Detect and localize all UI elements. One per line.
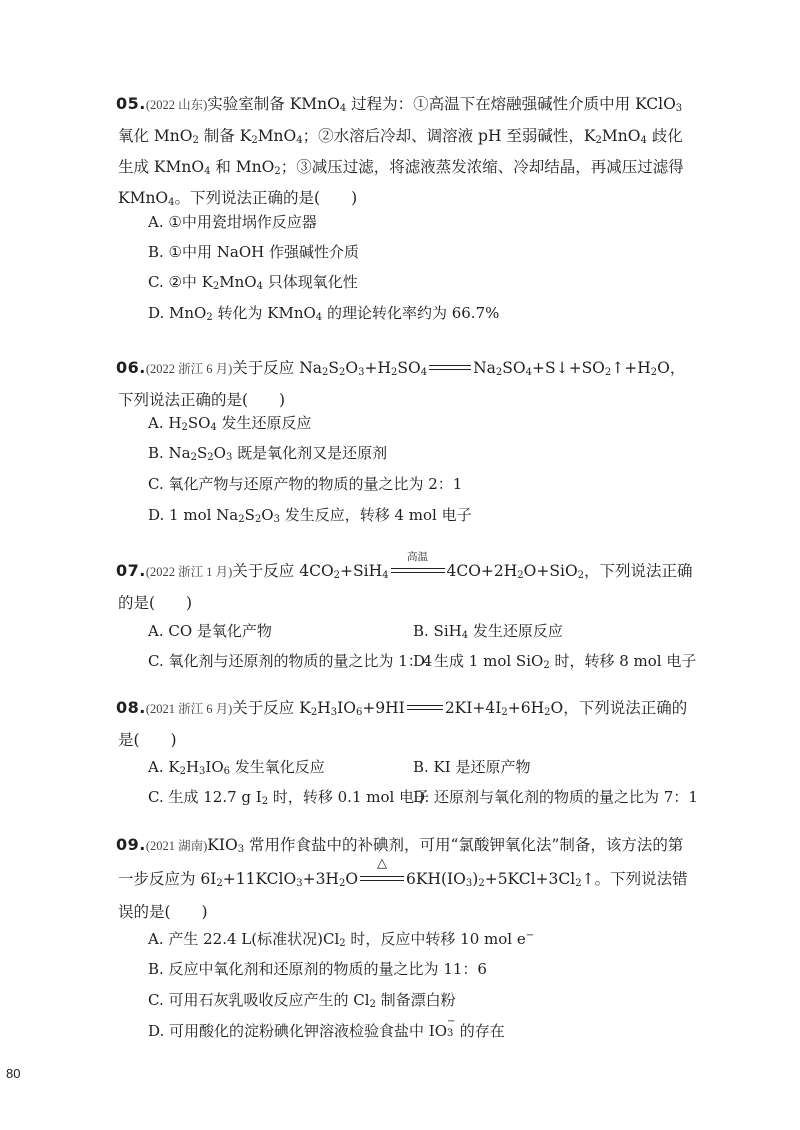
question-08-stem: 08.(2021 浙江 6 月)关于反应 $K_2H_3IO_6+9HI$ $2KI+4I_2+6H_2O$，下列说法正确的是( ) — [116, 698, 688, 749]
question-number: 06. — [116, 358, 146, 377]
option-d[interactable]: D. MnO$_2$ 转化为 KMnO$_4$ 的理论转化率约为 66.7% — [148, 304, 500, 323]
equals-sign — [405, 696, 445, 722]
question-08 — [118, 692, 693, 756]
question-source: (2022 山东) — [145, 98, 208, 112]
option-c[interactable]: C. 氧化剂与还原剂的物质的量之比为 1：4 — [148, 652, 433, 670]
question-06 — [118, 352, 693, 416]
option-c[interactable]: C. 氧化产物与还原产物的物质的量之比为 2：1 — [148, 475, 463, 493]
option-a[interactable]: A. ①中用瓷坩埚作反应器 — [148, 213, 317, 231]
reaction-condition-arrow: △ — [358, 867, 406, 893]
page-number: 80 — [6, 1066, 21, 1081]
option-c[interactable]: C. 可用石灰乳吸收反应产生的 $Cl_2$ 制备漂白粉 — [148, 991, 456, 1010]
option-b[interactable]: B. ①中用 NaOH 作强碱性介质 — [148, 243, 359, 261]
option-b[interactable]: B. SiH$_4$ 发生还原反应 — [413, 622, 563, 641]
question-source: (2022 浙江 1 月) — [145, 565, 233, 579]
option-a[interactable]: A. $H_2SO_4$ 发生还原反应 — [148, 414, 312, 433]
question-number: 09. — [116, 835, 146, 854]
question-source: (2021 浙江 6 月) — [145, 702, 233, 716]
option-a[interactable]: A. $K_2H_3IO_6$ 发生氧化反应 — [148, 758, 325, 777]
question-09-stem: 09.(2021 湖南)$KIO_3$ 常用作食盐中的补碘剂，可用“氯酸钾氧化法”制备，该方法的第一步反应为 $6I_2+11KClO_3+3H_2O$ △ $6KH(IO_3)_2+5KCl+3Cl_2↑$。下列说法错误的是( ) — [116, 835, 688, 921]
option-d[interactable]: D. 1 mol $Na_2S_2O_3$ 发生反应，转移 4 mol 电子 — [148, 506, 472, 525]
question-07 — [116, 551, 693, 619]
question-05 — [118, 88, 693, 214]
question-number: 05. — [116, 94, 146, 113]
question-06-stem: 06.(2022 浙江 6 月)关于反应 $Na_2S_2O_3+H_2SO_4$ $Na_2SO_4+S↓+SO_2↑+H_2O$，下列说法正确的是( ) — [116, 358, 686, 409]
question-source: (2021 湖南) — [145, 839, 208, 853]
question-source: (2022 浙江 6 月) — [145, 362, 233, 376]
option-b[interactable]: B. $Na_2S_2O_3$ 既是氧化剂又是还原剂 — [148, 444, 388, 463]
question-number: 07. — [116, 561, 146, 580]
reaction-condition-arrow: 高温 — [389, 559, 447, 585]
option-d[interactable]: D. 可用酸化的淀粉碘化钾溶液检验食盐中 IO − 3 的存在 — [148, 1016, 505, 1040]
question-09 — [118, 828, 693, 929]
option-d[interactable]: D. 还原剂与氧化剂的物质的量之比为 7：1 — [413, 788, 698, 806]
option-b[interactable]: B. KI 是还原产物 — [413, 758, 531, 776]
option-c[interactable]: C. 生成 12.7 g $I_2$ 时，转移 0.1 mol 电子 — [148, 788, 430, 807]
option-d[interactable]: D. 生成 1 mol SiO$_2$ 时，转移 8 mol 电子 — [413, 652, 697, 671]
question-number: 08. — [116, 698, 146, 717]
equals-sign — [427, 356, 473, 382]
option-a[interactable]: A. 产生 22.4 L(标准状况)$Cl_2$ 时，反应中转移 10 mol e− — [148, 930, 535, 949]
option-c[interactable]: C. ②中 $K_2MnO_4$ 只体现氧化性 — [148, 273, 358, 292]
question-05-stem: 05.(2022 山东)实验室制备 KMnO$_4$ 过程为：①高温下在熔融强碱性介质中用 KClO$_3$ 氧化 MnO$_2$ 制备 $K_2MnO_4$；②水溶后冷却、调溶液 pH 至弱碱性，$K_2MnO_4$ 歧化生成 KMnO$_4$ 和 MnO$_2$；③减压过滤，将滤液蒸发浓缩、冷却结晶，再减压过滤得 KMnO$_4$。下列说法正确的是( ) — [116, 94, 684, 208]
option-b[interactable]: B. 反应中氧化剂和还原剂的物质的量之比为 11：6 — [148, 960, 487, 978]
question-07-stem: 07.(2022 浙江 1 月)关于反应 $4CO_2+SiH_4$ 高温 $4CO+2H_2O+SiO_2$，下列说法正确的是( ) — [116, 551, 693, 612]
option-a[interactable]: A. CO 是氧化产物 — [148, 622, 272, 640]
